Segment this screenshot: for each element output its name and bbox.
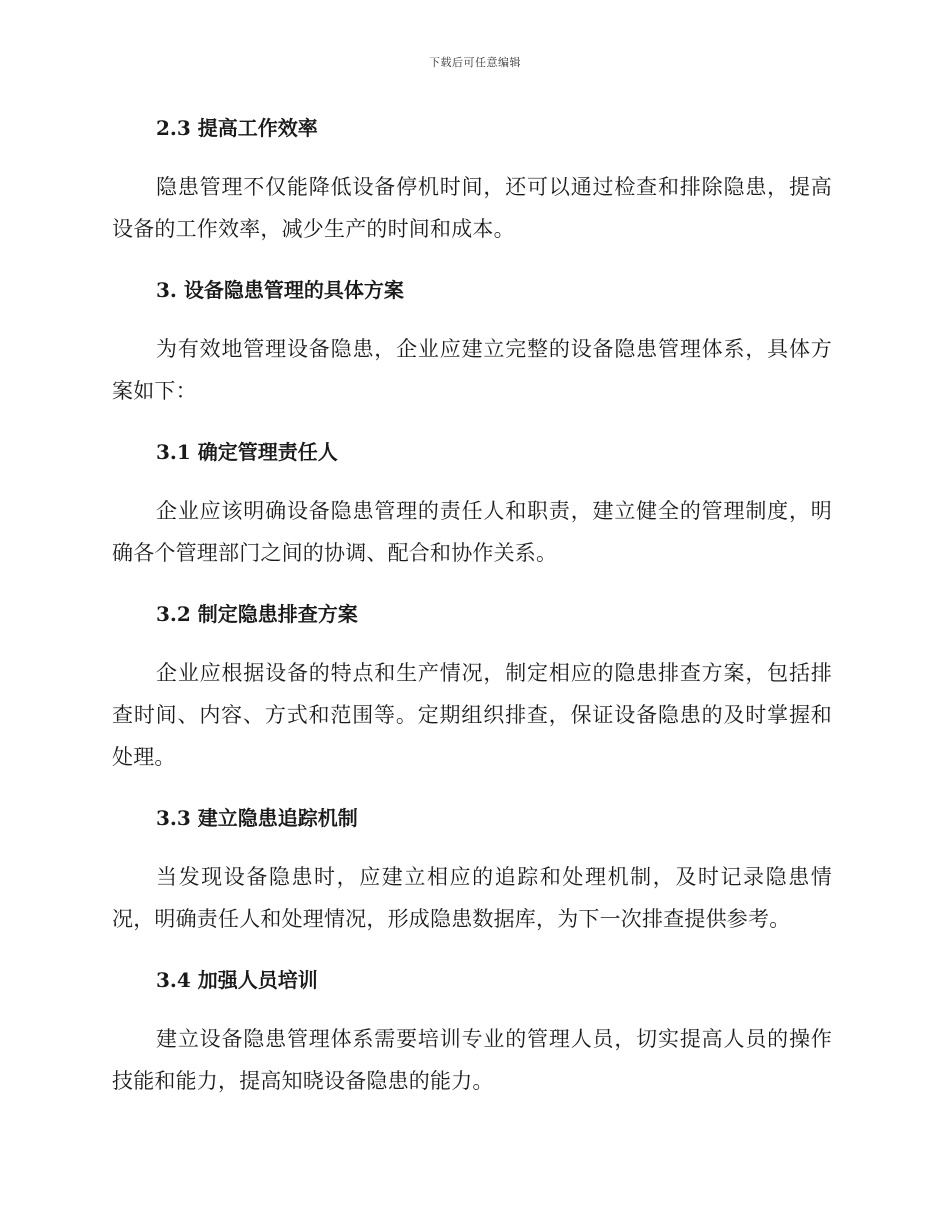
section-paragraph: 企业应根据设备的特点和生产情况，制定相应的隐患排查方案，包括排查时间、内容、方式和范围等。定期组织排查，保证设备隐患的及时掌握和处理。 bbox=[112, 661, 832, 769]
section bbox=[112, 436, 832, 598]
section-paragraph: 隐患管理不仅能降低设备停机时间，还可以通过检查和排除隐患，提高设备的工作效率，减少生产的时间和成本。 bbox=[112, 175, 832, 241]
section-heading: 3.1 确定管理责任人 bbox=[156, 440, 338, 464]
section bbox=[112, 274, 832, 436]
section-paragraph: 为有效地管理设备隐患，企业应建立完整的设备隐患管理体系，具体方案如下： bbox=[112, 337, 832, 403]
section-heading: 2.3 提高工作效率 bbox=[156, 116, 318, 140]
section-paragraph: 建立设备隐患管理体系需要培训专业的管理人员，切实提高人员的操作技能和能力，提高知晓设备隐患的能力。 bbox=[112, 1027, 832, 1093]
document-body bbox=[112, 112, 832, 1102]
section bbox=[112, 598, 832, 802]
section-heading: 3.4 加强人员培训 bbox=[156, 968, 318, 992]
section-paragraph: 企业应该明确设备隐患管理的责任人和职责，建立健全的管理制度，明确各个管理部门之间的协调、配合和协作关系。 bbox=[112, 499, 832, 565]
section-heading: 3.3 建立隐患追踪机制 bbox=[156, 806, 358, 830]
section-heading: 3. 设备隐患管理的具体方案 bbox=[156, 278, 404, 302]
section-heading: 3.2 制定隐患排查方案 bbox=[156, 602, 358, 626]
section bbox=[112, 802, 832, 964]
section-paragraph: 当发现设备隐患时，应建立相应的追踪和处理机制，及时记录隐患情况，明确责任人和处理情况，形成隐患数据库，为下一次排查提供参考。 bbox=[112, 865, 832, 931]
page-header: 下载后可任意编辑 bbox=[429, 56, 521, 69]
section bbox=[112, 964, 832, 1102]
section bbox=[112, 112, 832, 274]
